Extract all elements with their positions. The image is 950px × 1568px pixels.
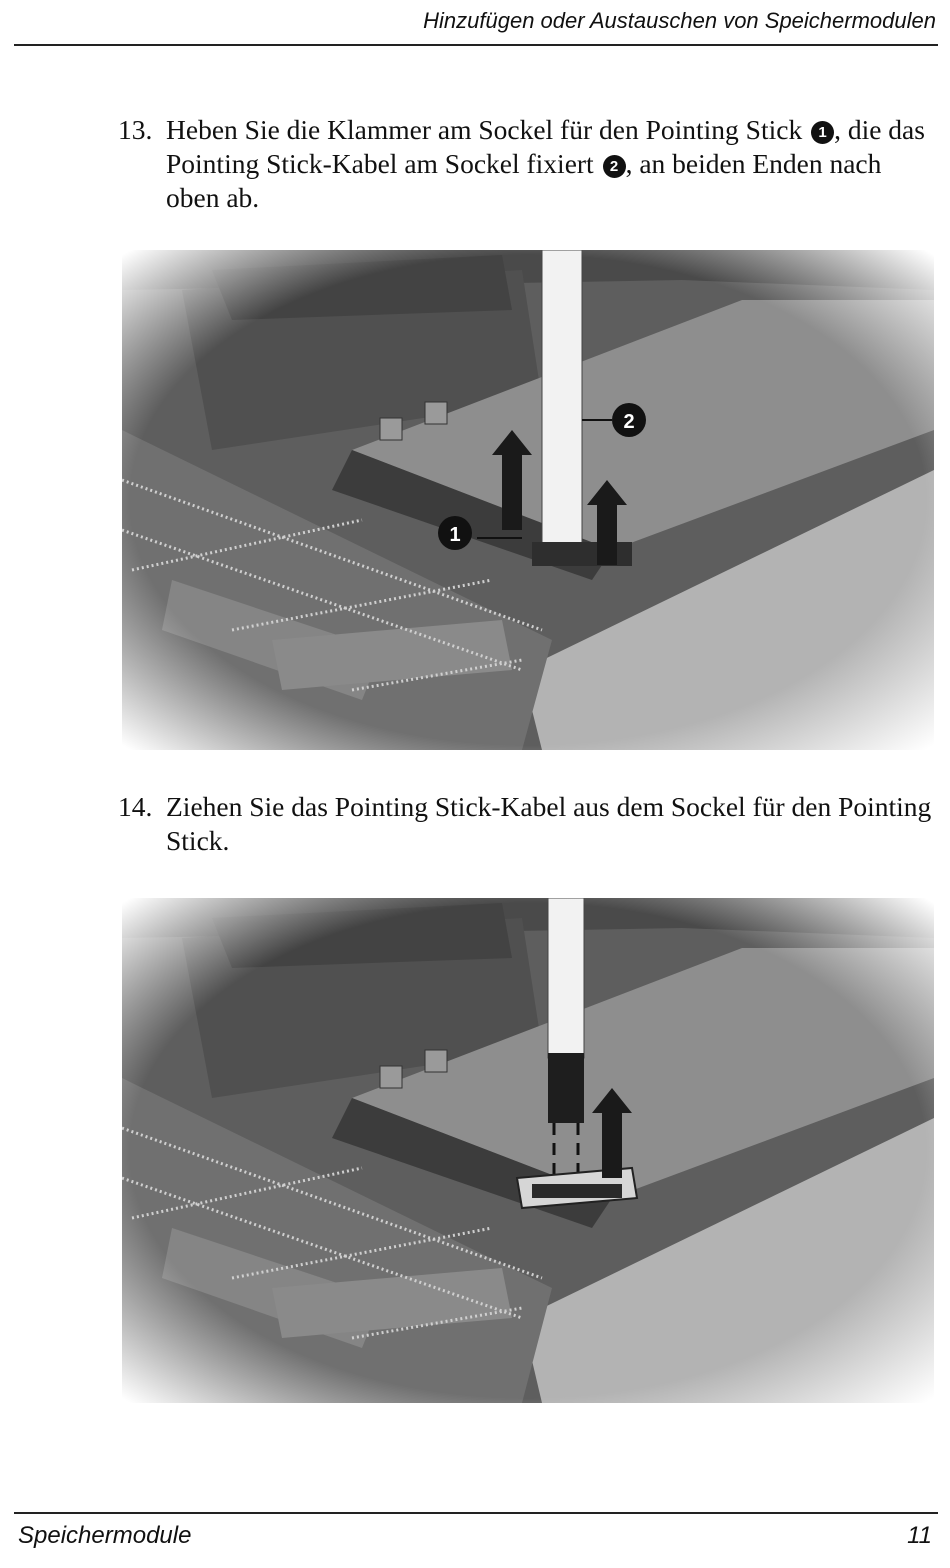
step-text: Ziehen Sie das Pointing Stick-Kabel aus dem Sockel für den Pointing Stick. bbox=[166, 791, 932, 856]
callout-marker-2: 2 bbox=[603, 155, 626, 178]
callout-marker-1: 1 bbox=[811, 121, 834, 144]
step-text-part: , an beiden Enden nach oben ab. bbox=[166, 148, 882, 213]
page-number: 11 bbox=[907, 1522, 932, 1549]
step-text-part: Heben Sie die Klammer am Sockel für den Pointing Stick bbox=[166, 114, 810, 145]
figure-illustration bbox=[122, 250, 934, 750]
figure-release-clip bbox=[122, 250, 934, 750]
footer-section-title: Speichermodule bbox=[18, 1522, 192, 1549]
step-14 bbox=[118, 790, 938, 858]
footer-divider bbox=[14, 1512, 938, 1514]
header-divider bbox=[14, 44, 938, 46]
step-number: 14. bbox=[118, 791, 153, 822]
figure-remove-cable bbox=[122, 898, 934, 1403]
step-13 bbox=[118, 113, 938, 215]
step-text bbox=[118, 113, 938, 215]
step-number: 13. bbox=[118, 114, 153, 145]
figure-illustration bbox=[122, 898, 934, 1403]
running-header: Hinzufügen oder Austauschen von Speichermodulen bbox=[423, 8, 936, 33]
step-text-part: , die das Pointing Stick-Kabel am Sockel fixiert bbox=[166, 114, 925, 179]
